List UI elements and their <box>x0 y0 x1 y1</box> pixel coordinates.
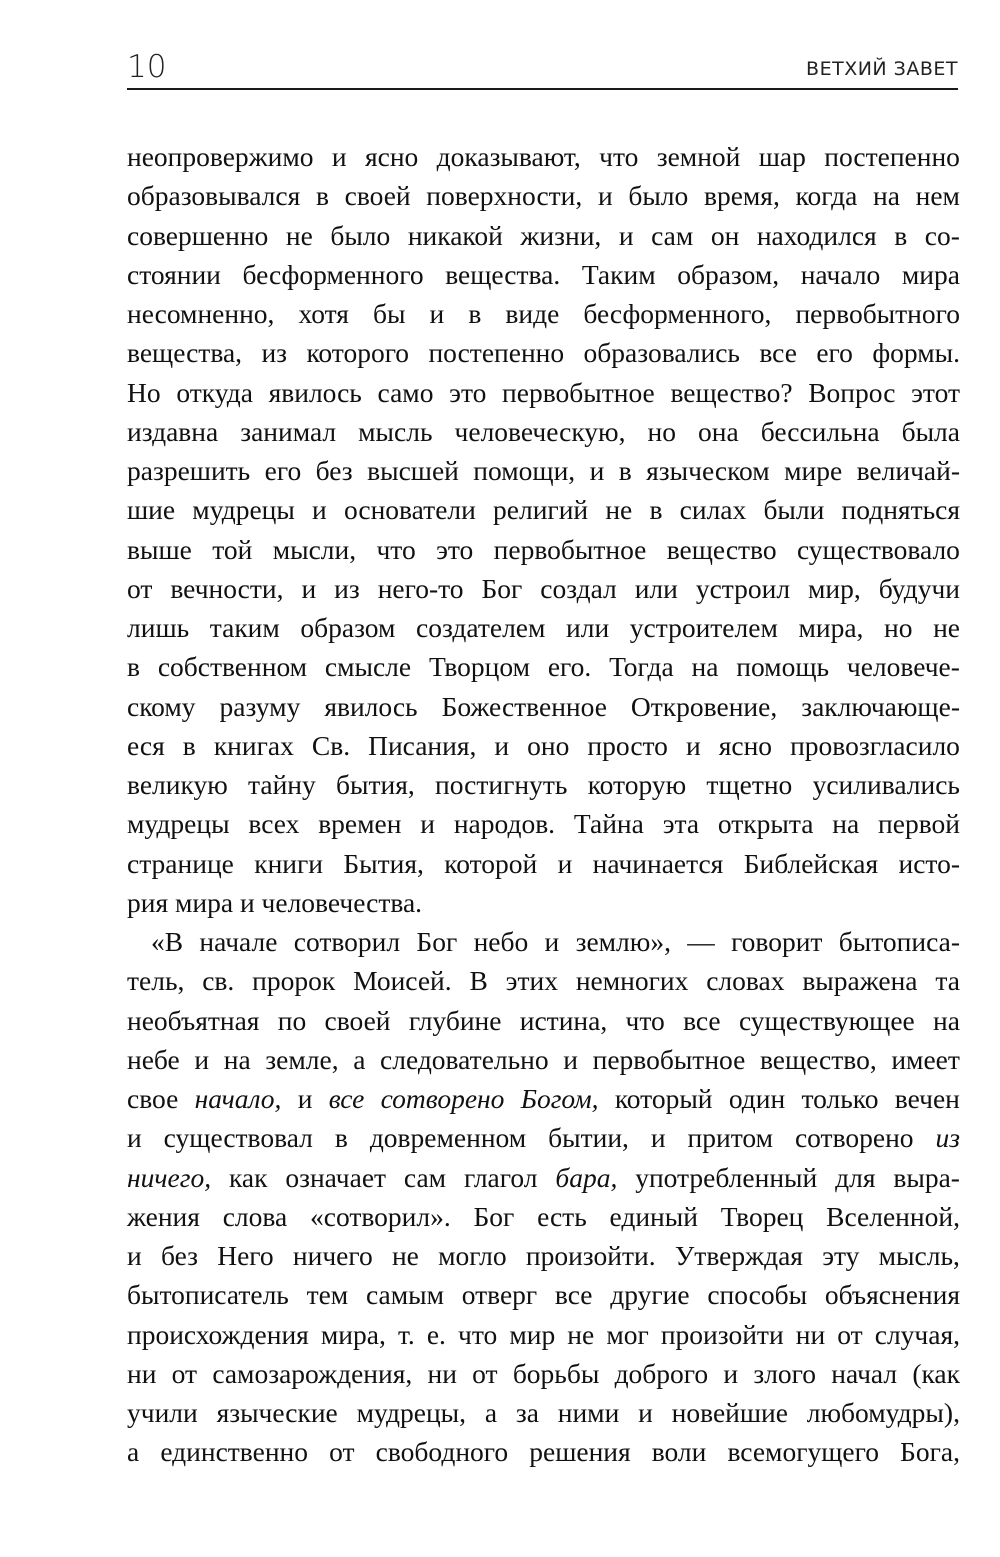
text-line: еся в книгах Св. Писания, и оно просто и ясно провозгласило <box>127 729 960 761</box>
text-line: великую тайну бытия, постигнуть которую тщетно усиливались <box>127 769 960 800</box>
text-line: рия мира и человечества. <box>127 886 423 918</box>
text-line: учили языческие мудрецы, а за ними и новейшие любомудры), <box>127 1397 960 1428</box>
text-line: в собственном смысле Творцом его. Тогда на помощь человече- <box>127 651 960 683</box>
running-head <box>127 50 958 90</box>
text-line: лишь таким образом создателем или устроителем мира, но не <box>127 612 960 643</box>
text-line: ни от самозарождения, ни от борьбы доброго и злого начал (как <box>127 1357 960 1389</box>
text-line: издавна занимал мысль человеческую, но она бессильна была <box>127 415 960 447</box>
text-line: скому разуму явилось Божественное Откровение, заключающе- <box>127 690 960 722</box>
text-line: а единственно от свободного решения воли всемогущего Бога, <box>127 1436 960 1468</box>
text-line: несомненно, хотя бы и в виде бесформенного, первобытного <box>127 298 960 329</box>
text-line: совершенно не было никакой жизни, и сам он находился в со- <box>127 219 960 251</box>
text-line: небе и на земле, а следовательно и первобытное вещество, имеет <box>127 1043 960 1075</box>
text-line: и существовал в довременном бытии, и притом сотворено из <box>127 1122 960 1154</box>
text-line: образовывался в своей поверхности, и было время, когда на нем <box>127 180 960 212</box>
text-line: ничего, как означает сам глагол бара, употребленный для выра- <box>127 1161 960 1193</box>
text-line: шие мудрецы и основатели религий не в силах были подняться <box>127 494 960 526</box>
text-line: бытописатель тем самым отверг все другие способы объяснения <box>127 1279 960 1311</box>
text-line: выше той мысли, что это первобытное вещество существовало <box>127 533 960 565</box>
text-line: мудрецы всех времен и народов. Тайна эта открыта на первой <box>127 808 960 840</box>
text-line: и без Него ничего не могло произойти. Утверждая эту мысль, <box>127 1240 960 1271</box>
text-line: вещества, из которого постепенно образовались все его формы. <box>127 337 960 369</box>
text-line: неопровержимо и ясно доказывают, что земной шар постепенно <box>127 141 960 172</box>
text-line: стоянии бесформенного вещества. Таким образом, начало мира <box>127 258 960 290</box>
text-line: тель, св. пророк Моисей. В этих немногих словах выражена та <box>127 965 960 997</box>
text-line: от вечности, и из него-то Бог создал или устроил мир, будучи <box>127 572 960 604</box>
text-line: странице книги Бытия, которой и начинается Библейская исто- <box>127 847 960 879</box>
running-title: ВЕТХИЙ ЗАВЕТ <box>806 58 958 80</box>
text-line: свое начало, и все сотворено Богом, который один только вечен <box>127 1083 960 1114</box>
text-line: «В начале сотворил Бог небо и землю», — говорит бытописа- <box>151 926 960 957</box>
page-number: 10 <box>127 49 167 85</box>
text-line: необъятная по своей глубине истина, что все существующее на <box>127 1004 960 1036</box>
text-line: жения слова «сотворил». Бог есть единый Творец Вселенной, <box>127 1200 960 1232</box>
text-line: Но откуда явилось само это первобытное вещество? Вопрос этот <box>127 376 960 408</box>
body-text <box>127 137 960 1472</box>
text-line: происхождения мира, т. е. что мир не мог произойти ни от случая, <box>127 1318 960 1350</box>
text-line: разрешить его без высшей помощи, и в языческом мире величай- <box>127 455 960 486</box>
